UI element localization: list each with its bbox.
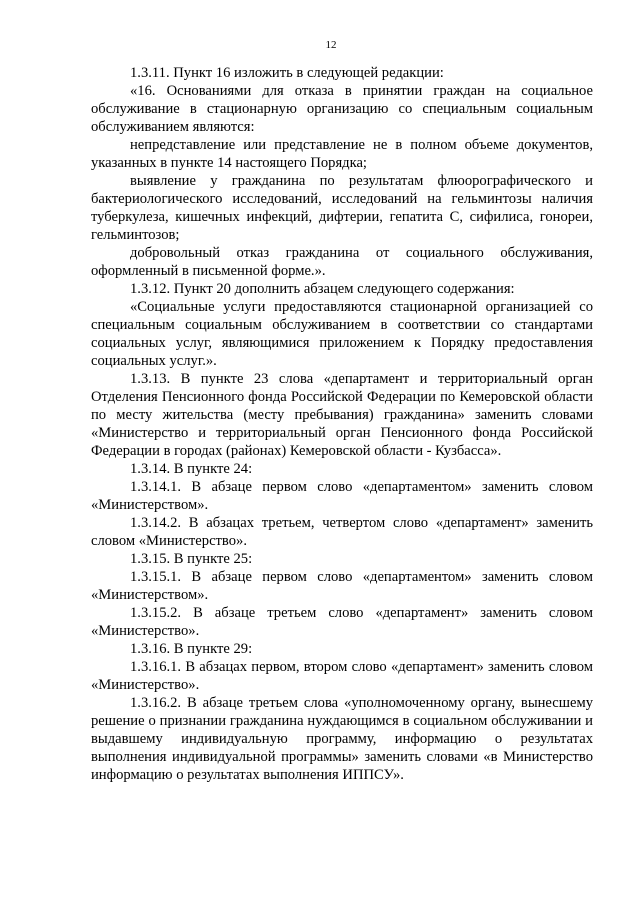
paragraph-1-3-11: 1.3.11. Пункт 16 изложить в следующей редакции:: [130, 65, 444, 81]
page-number: 12: [325, 39, 337, 51]
paragraph-reason-refusal: добровольный отказ гражданина от социального обслуживания, оформленный в письменной форме.».: [91, 245, 593, 279]
paragraph-quote-services: «Социальные услуги предоставляются стационарной организацией со специальным социальным обслуживанием в соответствии со стандартами социальных услуг, являющимися приложением к Порядку предоставления социальных услуг.».: [91, 299, 593, 369]
paragraph-reason-diseases: выявление у гражданина по результатам флюорографического и бактериологического исследований, исследований на гельминтозы наличия туберкулеза, кишечных инфекций, дифтерии, гепатита С, сифилиса, гонореи, гельминтозов;: [91, 173, 593, 243]
paragraph-1-3-16: 1.3.16. В пункте 29:: [130, 641, 253, 657]
paragraph-1-3-16-1: 1.3.16.1. В абзацах первом, втором слово «департамент» заменить словом «Министерство».: [91, 659, 593, 693]
document-body: [91, 64, 593, 784]
paragraph-1-3-15: 1.3.15. В пункте 25:: [130, 551, 253, 567]
paragraph-1-3-14-1: 1.3.14.1. В абзаце первом слово «департаментом» заменить словом «Министерством».: [91, 479, 593, 513]
paragraph-1-3-14-2: 1.3.14.2. В абзацах третьем, четвертом слово «департамент» заменить словом «Министерство».: [91, 515, 593, 549]
paragraph-1-3-14: 1.3.14. В пункте 24:: [130, 461, 253, 477]
paragraph-1-3-15-2: 1.3.15.2. В абзаце третьем слово «департамент» заменить словом «Министерство».: [91, 605, 593, 639]
paragraph-reason-documents: непредставление или представление не в полном объеме документов, указанных в пункте 14 настоящего Порядка;: [91, 137, 593, 171]
paragraph-1-3-15-1: 1.3.15.1. В абзаце первом слово «департаментом» заменить словом «Министерством».: [91, 569, 593, 603]
paragraph-quote-16-intro: «16. Основаниями для отказа в принятии граждан на социальное обслуживание в стационарную организацию со специальным социальным обслуживанием являются:: [91, 83, 593, 135]
paragraph-1-3-13: 1.3.13. В пункте 23 слова «департамент и территориальный орган Отделения Пенсионного фонда Российской Федерации по Кемеровской области по месту жительства (месту пребывания) гражданина» заменить словами «Министерство и территориальный орган Пенсионного фонда Российской Федерации в городах (районах) Кемеровской области - Кузбасса».: [91, 371, 593, 459]
paragraph-1-3-12: 1.3.12. Пункт 20 дополнить абзацем следующего содержания:: [130, 281, 515, 297]
paragraph-1-3-16-2: 1.3.16.2. В абзаце третьем слова «уполномоченному органу, вынесшему решение о признании гражданина нуждающимся в социальном обслуживании и выдавшему индивидуальную программу, информацию о результатах выполнения индивидуальной программы» заменить словами «в Министерство информацию о результатах выполнения ИППСУ».: [91, 695, 593, 783]
